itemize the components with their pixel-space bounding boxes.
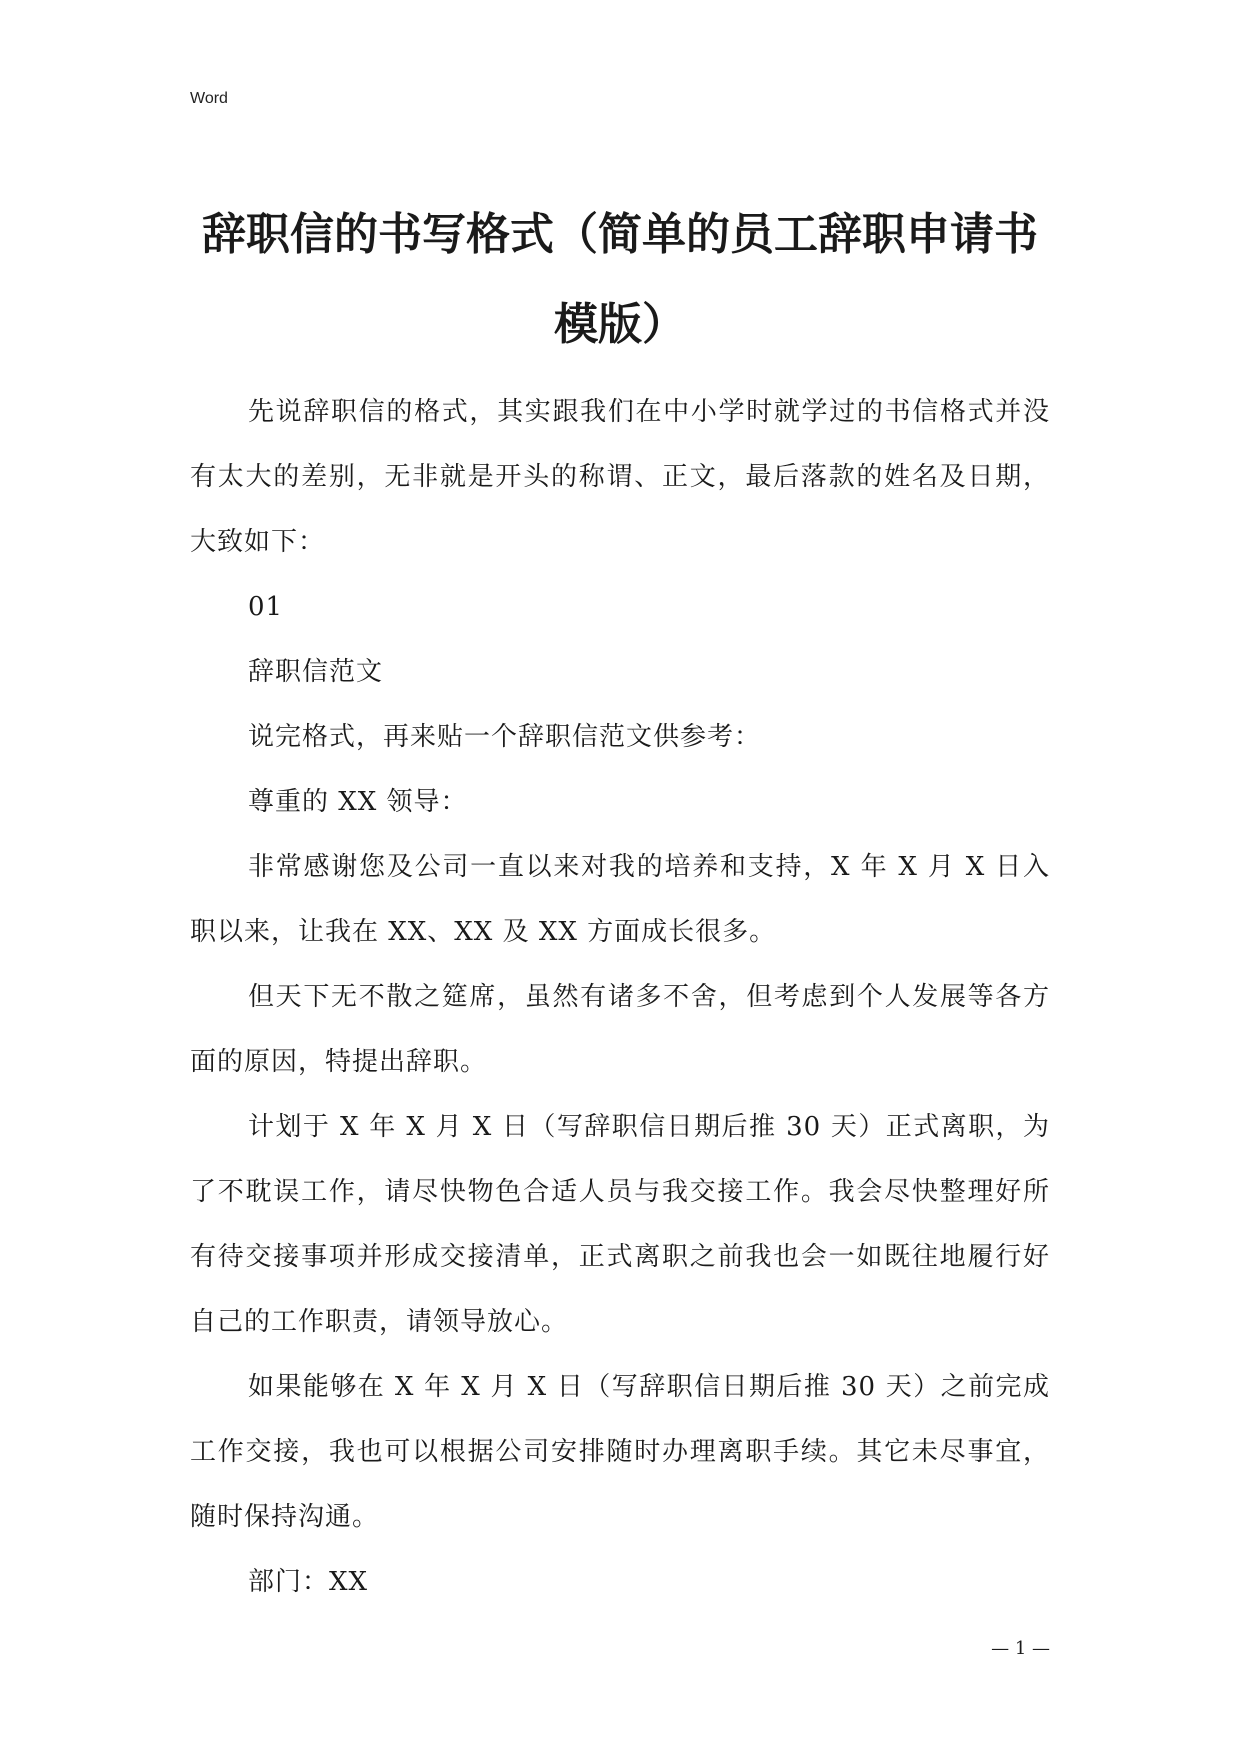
letter-signature-department: 部门：XX	[248, 1567, 369, 1597]
letter-paragraph: 如果能够在 X 年 X 月 X 日（写辞职信日期后推 30 天）之前完成工作交接，我也可以根据公司安排随时办理离职手续。其它未尽事宜，随时保持沟通。	[190, 1372, 1050, 1532]
paragraph-intro: 先说辞职信的格式，其实跟我们在中小学时就学过的书信格式并没有太大的差别，无非就是开头的称谓、正文，最后落款的姓名及日期，大致如下：	[190, 397, 1050, 557]
letter-salutation: 尊重的 XX 领导：	[248, 787, 468, 817]
paragraph-sample-intro: 说完格式，再来贴一个辞职信范文供参考：	[248, 722, 762, 752]
letter-paragraph: 计划于 X 年 X 月 X 日（写辞职信日期后推 30 天）正式离职，为了不耽误工作，请尽快物色合适人员与我交接工作。我会尽快整理好所有待交接事项并形成交接清单，正式离职之前我也会一如既往地履行好自己的工作职责，请领导放心。	[190, 1112, 1050, 1337]
page-number: — 1 —	[991, 1638, 1050, 1659]
word-header-label: Word	[190, 90, 228, 107]
document-body	[190, 380, 1050, 1615]
letter-paragraph: 非常感谢您及公司一直以来对我的培养和支持，X 年 X 月 X 日入职以来，让我在 XX、XX 及 XX 方面成长很多。	[190, 852, 1050, 947]
section-heading: 辞职信范文	[248, 657, 384, 687]
letter-paragraph: 但天下无不散之筵席，虽然有诸多不舍，但考虑到个人发展等各方面的原因，特提出辞职。	[190, 982, 1050, 1077]
document-title: 辞职信的书写格式（简单的员工辞职申请书模版）	[202, 209, 1038, 350]
section-number: 01	[248, 592, 284, 622]
